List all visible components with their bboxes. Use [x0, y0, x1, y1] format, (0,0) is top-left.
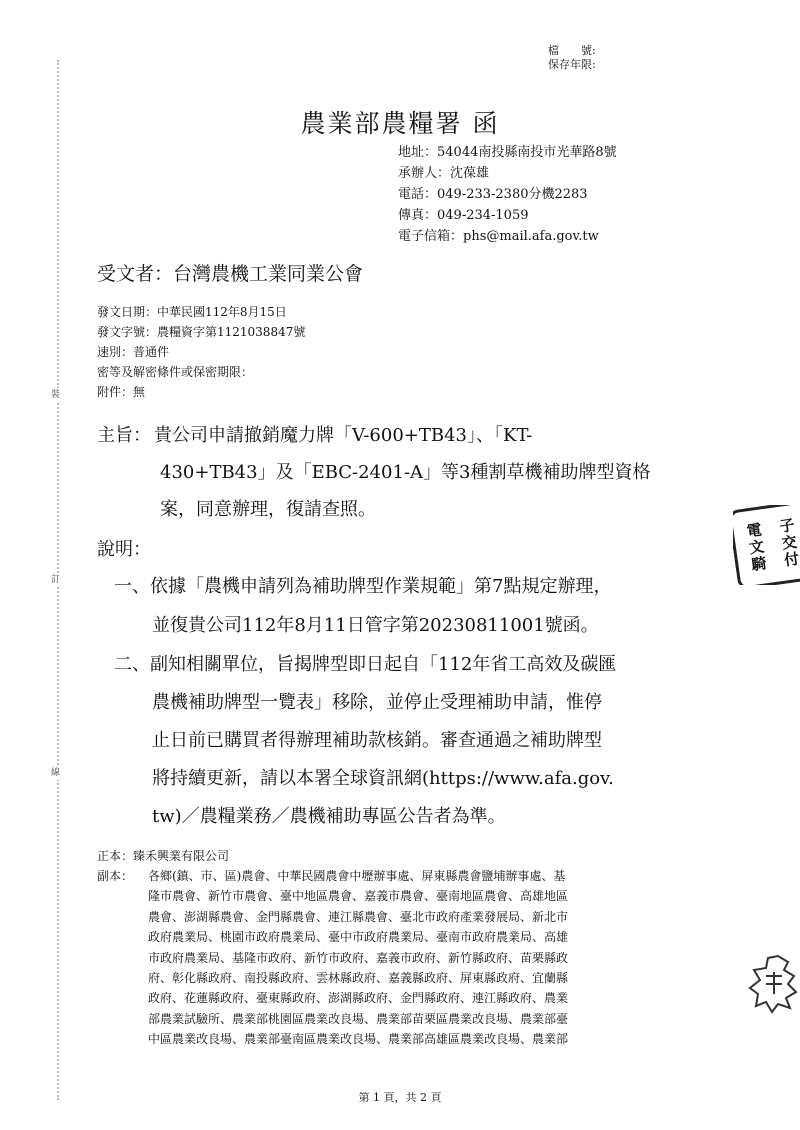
subject-label: 主旨： [97, 425, 151, 446]
copies-line: 農會、澎湖縣農會、金門縣農會、連江縣農會、臺北市政府產業發展局、新北市 [148, 909, 569, 924]
sender-officer: 承辦人：沈葆雄 [398, 166, 490, 181]
subject-line: 貴公司申請撤銷魔力牌「V-600+TB43」、「KT- [154, 425, 533, 446]
copies-label: 副本： [97, 869, 134, 883]
file-meta [548, 44, 596, 72]
binding-mark-line: 線 [51, 768, 61, 778]
copies-line: 政府、花蓮縣政府、臺東縣政府、澎湖縣政府、金門縣政府、連江縣政府、農業 [148, 991, 569, 1006]
original-copy: 正本：臻禾興業有限公司 [97, 849, 230, 863]
explanation-item-2-cont: 將持續更新，請以本署全球資訊網(https://www.afa.gov. [152, 768, 614, 789]
explanation-label: 說明： [97, 539, 151, 560]
stamp-char: 子 [778, 515, 796, 536]
retention-label: 保存年限: [548, 58, 596, 71]
stamp-box [733, 505, 800, 585]
sender-info [398, 142, 617, 247]
explanation-item-2-cont: 農機補助牌型一覽表」移除，並停止受理補助申請，惟停 [152, 692, 602, 713]
explanation-item-2-cont: tw)／農糧業務／農機補助專區公告者為準。 [152, 806, 506, 827]
stamp-char: 交 [780, 532, 798, 553]
subject-line: 430+TB43」及「EBC-2401-A」等3種割草機補助牌型資格 [160, 462, 651, 483]
document-title: 農業部農糧署 函 [300, 109, 500, 138]
binding-mark-bind: 裝 [51, 390, 61, 400]
copies-line: 政府農業局、桃園市政府農業局、臺中市政府農業局、臺南市政府農業局、高雄 [148, 930, 569, 945]
recipient: 受文者：台灣農機工業同業公會 [97, 263, 364, 285]
binding-mark-staple: 訂 [51, 575, 61, 585]
sender-fax: 傳真：049-234-1059 [398, 208, 529, 223]
sender-phone: 電話：049-233-2380分機2283 [398, 187, 588, 202]
stamp-char: 付 [782, 549, 800, 570]
copies-line: 市政府農業局、基隆市政府、新竹市政府、嘉義市政府、新竹縣政府、苗栗縣政 [148, 950, 569, 965]
page-footer: 第 1 頁，共 2 頁 [358, 1091, 442, 1104]
copies-line: 部農業試驗所、農業部桃園區農業改良場、農業部苗栗區農業改良場、農業部臺 [148, 1011, 569, 1026]
speed-class: 速別：普通件 [97, 345, 170, 359]
issue-date: 發文日期：中華民國112年8月15日 [97, 305, 287, 319]
attachment: 附件：無 [97, 385, 146, 399]
sender-email: 電子信箱：phs@mail.afa.gov.tw [398, 229, 599, 244]
document-number: 發文字號：農糧資字第1121038847號 [97, 325, 306, 339]
stamp-char: 電 [745, 520, 763, 540]
copies-list [148, 866, 568, 1050]
secrecy-level: 密等及解密條件或保密期限： [97, 365, 254, 379]
explanation-item-1: 一、依據「農機申請列為補助牌型作業規範」第7點規定辦理， [114, 576, 612, 597]
seal-fragment-icon [748, 952, 800, 1014]
file-number-label: 檔 號: [548, 44, 596, 57]
stamp-char: 騎 [750, 553, 768, 574]
explanation-item-1-cont: 並復貴公司112年8月11日管字第20230811001號函。 [152, 615, 599, 636]
copies-line: 府、彰化縣政府、南投縣政府、雲林縣政府、嘉義縣政府、屏東縣政府、宜蘭縣 [148, 971, 569, 986]
explanation-item-2-cont: 止日前已購買者得辦理補助款核銷。審查通過之補助牌型 [152, 730, 602, 751]
document-meta [97, 302, 305, 402]
sender-address: 地址：54044南投縣南投市光華路8號 [398, 145, 617, 160]
copies-line: 中區農業改良場、農業部臺南區農業改良場、農業部高雄區農業改良場、農業部 [148, 1032, 569, 1047]
electronic-exchange-stamp [733, 505, 800, 585]
copies-line: 隆市農會、新竹市農會、臺中地區農會、嘉義市農會、臺南地區農會、高雄地區 [148, 889, 569, 904]
stamp-char: 文 [747, 536, 766, 557]
subject-line: 案，同意辦理，復請查照。 [160, 499, 376, 520]
explanation-item-2: 二、副知相關單位，旨揭牌型即日起自「112年省工高效及碳匯 [114, 654, 617, 675]
copies-line: 各鄉(鎮、市、區)農會、中華民國農會中壢辦事處、屏東縣農會鹽埔辦事處、基 [148, 869, 566, 883]
